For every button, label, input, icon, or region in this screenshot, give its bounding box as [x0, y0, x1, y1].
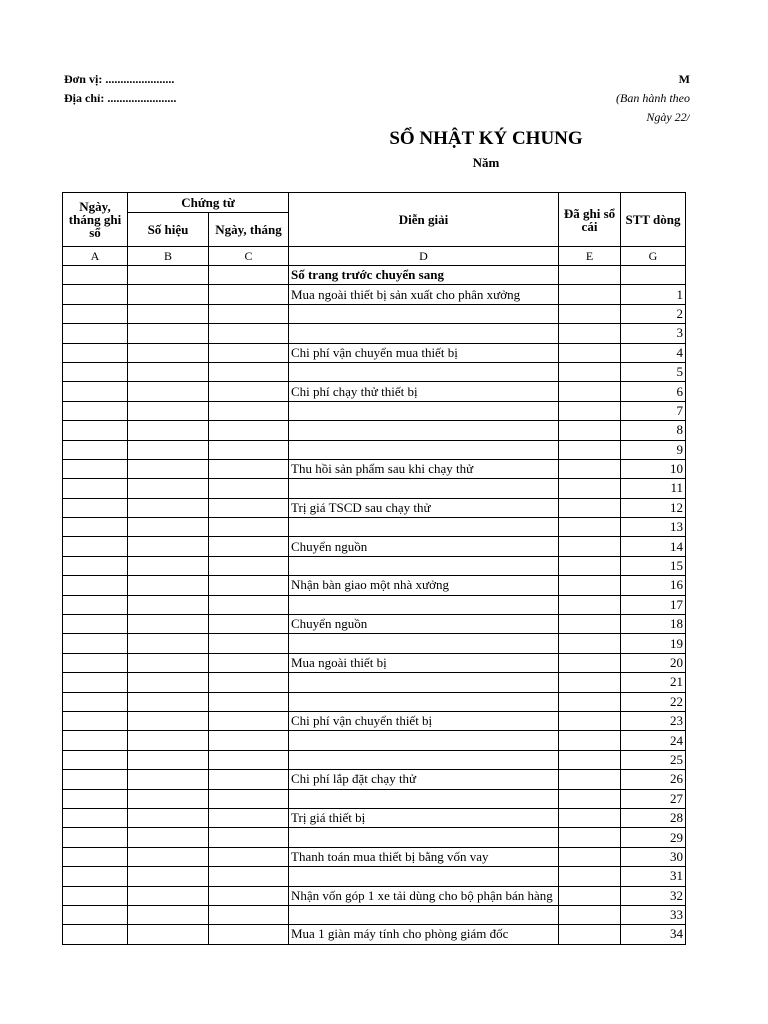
row-line-number: 12 — [621, 498, 686, 517]
row-cell — [128, 576, 209, 595]
row-cell — [128, 343, 209, 362]
row-cell — [209, 828, 289, 847]
row-description — [289, 362, 559, 381]
table-row — [63, 828, 686, 847]
row-cell — [559, 324, 621, 343]
header-description: Diễn giải — [289, 193, 559, 247]
row-cell — [209, 537, 289, 556]
row-description: Mua ngoài thiết bị sản xuất cho phân xưởng — [289, 285, 559, 304]
row-description: Nhận bàn giao một nhà xưởng — [289, 576, 559, 595]
column-letter: E — [559, 247, 621, 266]
row-cell — [128, 440, 209, 459]
row-line-number: 16 — [621, 576, 686, 595]
row-cell — [209, 692, 289, 711]
row-cell — [128, 537, 209, 556]
row-cell — [209, 750, 289, 769]
row-line-number: 19 — [621, 634, 686, 653]
form-code — [490, 72, 690, 88]
row-description — [289, 905, 559, 924]
row-cell — [128, 770, 209, 789]
row-cell — [63, 808, 128, 827]
row-cell — [559, 886, 621, 905]
row-line-number: 7 — [621, 401, 686, 420]
row-cell — [63, 498, 128, 517]
unit-label: Đơn vị: ....................... — [64, 72, 175, 86]
row-line-number: 27 — [621, 789, 686, 808]
page-title: SỔ NHẬT KÝ CHUNG — [389, 128, 583, 149]
row-line-number: 4 — [621, 343, 686, 362]
row-cell — [63, 711, 128, 730]
row-cell — [128, 886, 209, 905]
row-cell — [559, 576, 621, 595]
row-description: Mua 1 giàn máy tính cho phòng giám đốc — [289, 925, 559, 944]
row-line-number: 3 — [621, 324, 686, 343]
table-row — [63, 576, 686, 595]
row-cell — [209, 867, 289, 886]
row-cell — [209, 886, 289, 905]
table-row — [63, 711, 686, 730]
row-cell — [559, 847, 621, 866]
row-cell — [63, 770, 128, 789]
row-cell — [63, 285, 128, 304]
row-description — [289, 556, 559, 575]
row-cell — [209, 789, 289, 808]
row-cell — [559, 285, 621, 304]
row-cell — [128, 867, 209, 886]
row-cell — [559, 421, 621, 440]
row-cell — [63, 362, 128, 381]
row-line-number: 31 — [621, 867, 686, 886]
row-description — [289, 673, 559, 692]
row-description — [289, 518, 559, 537]
row-line-number: 34 — [621, 925, 686, 944]
row-description: Trị giá thiết bị — [289, 808, 559, 827]
table-row — [63, 692, 686, 711]
table-row — [63, 421, 686, 440]
row-cell — [559, 498, 621, 517]
table-row — [63, 304, 686, 323]
date-note-text: Ngày 22/ — [646, 110, 690, 124]
table-row — [63, 808, 686, 827]
row-cell — [209, 285, 289, 304]
row-line-number: 21 — [621, 673, 686, 692]
row-cell — [209, 343, 289, 362]
carry-forward-label: Số trang trước chuyển sang — [289, 266, 559, 285]
row-cell — [559, 556, 621, 575]
table-row — [63, 653, 686, 672]
carry-forward-row — [63, 266, 686, 285]
row-line-number: 30 — [621, 847, 686, 866]
row-cell — [63, 518, 128, 537]
row-cell — [63, 886, 128, 905]
row-cell — [209, 304, 289, 323]
row-line-number: 33 — [621, 905, 686, 924]
row-cell — [559, 479, 621, 498]
row-description — [289, 401, 559, 420]
header-date: Ngày, tháng ghi sổ — [63, 193, 128, 247]
row-cell — [559, 401, 621, 420]
row-line-number: 6 — [621, 382, 686, 401]
row-description — [289, 789, 559, 808]
row-description: Thu hồi sản phẩm sau khi chạy thử — [289, 459, 559, 478]
row-cell — [128, 595, 209, 614]
row-cell — [559, 634, 621, 653]
table-row — [63, 362, 686, 381]
row-cell — [559, 731, 621, 750]
column-letter: A — [63, 247, 128, 266]
row-line-number: 15 — [621, 556, 686, 575]
row-cell — [209, 401, 289, 420]
header-voucher-date: Ngày, tháng — [209, 213, 289, 247]
row-line-number: 13 — [621, 518, 686, 537]
header-voucher-no: Số hiệu — [128, 213, 209, 247]
table-row — [63, 401, 686, 420]
table-row — [63, 343, 686, 362]
row-cell — [63, 615, 128, 634]
row-cell — [209, 770, 289, 789]
row-cell — [63, 440, 128, 459]
row-description — [289, 692, 559, 711]
row-cell — [63, 556, 128, 575]
header-voucher: Chứng từ — [128, 193, 289, 213]
row-cell — [209, 362, 289, 381]
row-cell — [63, 324, 128, 343]
row-cell — [209, 731, 289, 750]
table-row — [63, 556, 686, 575]
form-code-text: M — [678, 72, 690, 86]
row-description — [289, 440, 559, 459]
row-description: Chi phí chạy thử thiết bị — [289, 382, 559, 401]
row-cell — [128, 518, 209, 537]
row-cell — [209, 518, 289, 537]
row-cell — [63, 537, 128, 556]
row-cell — [209, 711, 289, 730]
row-cell — [63, 731, 128, 750]
row-cell — [559, 905, 621, 924]
row-cell — [63, 576, 128, 595]
table-row — [63, 382, 686, 401]
column-letter: G — [621, 247, 686, 266]
row-line-number: 32 — [621, 886, 686, 905]
table-row — [63, 750, 686, 769]
row-cell — [209, 673, 289, 692]
row-cell — [559, 304, 621, 323]
row-cell — [128, 750, 209, 769]
row-cell — [559, 750, 621, 769]
row-description — [289, 634, 559, 653]
row-cell — [559, 925, 621, 944]
row-cell — [63, 421, 128, 440]
row-cell — [209, 847, 289, 866]
row-cell — [209, 905, 289, 924]
column-letter: D — [289, 247, 559, 266]
row-cell — [63, 692, 128, 711]
row-cell — [63, 595, 128, 614]
row-cell — [63, 925, 128, 944]
row-description: Chi phí vận chuyển thiết bị — [289, 711, 559, 730]
row-cell — [559, 459, 621, 478]
row-description — [289, 479, 559, 498]
row-cell — [559, 653, 621, 672]
row-cell — [63, 828, 128, 847]
table-row — [63, 673, 686, 692]
row-cell — [209, 421, 289, 440]
row-cell — [63, 401, 128, 420]
row-description: Chuyển nguồn — [289, 537, 559, 556]
row-line-number: 28 — [621, 808, 686, 827]
table-row — [63, 905, 686, 924]
row-cell — [63, 847, 128, 866]
table-row — [63, 867, 686, 886]
row-cell — [559, 770, 621, 789]
row-description — [289, 750, 559, 769]
row-cell — [128, 905, 209, 924]
row-cell — [209, 925, 289, 944]
row-cell — [128, 673, 209, 692]
row-line-number: 10 — [621, 459, 686, 478]
row-cell — [63, 343, 128, 362]
row-line-number: 22 — [621, 692, 686, 711]
row-cell — [559, 440, 621, 459]
row-cell — [128, 925, 209, 944]
row-cell — [559, 362, 621, 381]
row-description — [289, 595, 559, 614]
row-line-number: 26 — [621, 770, 686, 789]
row-cell — [559, 343, 621, 362]
row-line-number: 29 — [621, 828, 686, 847]
row-cell — [559, 711, 621, 730]
row-line-number: 8 — [621, 421, 686, 440]
row-cell — [128, 459, 209, 478]
row-cell — [209, 459, 289, 478]
table-row — [63, 537, 686, 556]
row-cell — [63, 789, 128, 808]
row-cell — [559, 867, 621, 886]
table-row — [63, 518, 686, 537]
table-row — [63, 634, 686, 653]
row-description — [289, 828, 559, 847]
row-cell — [128, 479, 209, 498]
date-note — [490, 110, 690, 126]
column-letter: B — [128, 247, 209, 266]
row-cell — [559, 789, 621, 808]
row-cell — [559, 673, 621, 692]
row-cell — [209, 324, 289, 343]
row-cell — [63, 750, 128, 769]
row-cell — [559, 537, 621, 556]
row-description — [289, 324, 559, 343]
row-description: Nhận vốn góp 1 xe tải dùng cho bộ phận bán hàng — [289, 886, 559, 905]
address-label: Địa chỉ: ....................... — [64, 91, 177, 105]
row-cell — [128, 634, 209, 653]
row-cell — [209, 440, 289, 459]
row-line-number: 17 — [621, 595, 686, 614]
table-row — [63, 440, 686, 459]
column-letter: C — [209, 247, 289, 266]
row-line-number: 18 — [621, 615, 686, 634]
row-cell — [63, 479, 128, 498]
journal-rows — [63, 285, 686, 944]
year-label: Năm — [472, 155, 500, 170]
row-cell — [209, 653, 289, 672]
row-cell — [128, 382, 209, 401]
row-cell — [63, 653, 128, 672]
row-cell — [63, 634, 128, 653]
row-cell — [209, 808, 289, 827]
header-line-no: STT dòng — [621, 193, 686, 247]
issued-note — [490, 91, 690, 107]
row-line-number: 5 — [621, 362, 686, 381]
row-cell — [63, 382, 128, 401]
row-description — [289, 867, 559, 886]
table-row — [63, 479, 686, 498]
row-line-number: 9 — [621, 440, 686, 459]
row-cell — [209, 634, 289, 653]
row-cell — [559, 615, 621, 634]
row-cell — [209, 498, 289, 517]
row-cell — [63, 905, 128, 924]
row-cell — [559, 828, 621, 847]
row-cell — [209, 382, 289, 401]
row-cell — [209, 615, 289, 634]
row-description: Trị giá TSCD sau chạy thử — [289, 498, 559, 517]
table-row — [63, 731, 686, 750]
row-cell — [559, 595, 621, 614]
row-cell — [128, 421, 209, 440]
row-description: Chi phí lắp đặt chạy thử — [289, 770, 559, 789]
row-description — [289, 421, 559, 440]
table-row — [63, 847, 686, 866]
journal-table — [62, 192, 686, 945]
row-cell — [128, 692, 209, 711]
row-cell — [128, 808, 209, 827]
row-cell — [128, 556, 209, 575]
table-row — [63, 459, 686, 478]
table-row — [63, 886, 686, 905]
table-row — [63, 498, 686, 517]
row-cell — [209, 556, 289, 575]
table-row — [63, 324, 686, 343]
row-cell — [559, 808, 621, 827]
row-cell — [128, 828, 209, 847]
row-cell — [128, 324, 209, 343]
row-line-number: 14 — [621, 537, 686, 556]
row-cell — [128, 304, 209, 323]
row-cell — [209, 595, 289, 614]
row-cell — [128, 711, 209, 730]
column-letters-row — [63, 247, 686, 266]
table-row — [63, 770, 686, 789]
row-cell — [128, 285, 209, 304]
row-cell — [128, 615, 209, 634]
row-line-number: 11 — [621, 479, 686, 498]
row-description: Chi phí vận chuyển mua thiết bị — [289, 343, 559, 362]
row-cell — [128, 789, 209, 808]
row-cell — [209, 479, 289, 498]
row-description: Thanh toán mua thiết bị bằng vốn vay — [289, 847, 559, 866]
table-row — [63, 925, 686, 944]
row-line-number: 23 — [621, 711, 686, 730]
row-cell — [63, 459, 128, 478]
row-description — [289, 304, 559, 323]
row-line-number: 25 — [621, 750, 686, 769]
row-line-number: 2 — [621, 304, 686, 323]
row-cell — [128, 401, 209, 420]
row-cell — [128, 362, 209, 381]
row-line-number: 1 — [621, 285, 686, 304]
row-cell — [128, 653, 209, 672]
row-description: Mua ngoài thiết bị — [289, 653, 559, 672]
table-row — [63, 285, 686, 304]
row-description — [289, 731, 559, 750]
table-row — [63, 615, 686, 634]
issued-note-text: (Ban hành theo — [616, 91, 690, 105]
row-cell — [128, 731, 209, 750]
row-cell — [128, 847, 209, 866]
row-line-number: 20 — [621, 653, 686, 672]
row-cell — [209, 576, 289, 595]
row-cell — [559, 518, 621, 537]
row-cell — [63, 867, 128, 886]
table-row — [63, 595, 686, 614]
row-cell — [128, 498, 209, 517]
row-line-number: 24 — [621, 731, 686, 750]
row-description: Chuyển nguồn — [289, 615, 559, 634]
header-posted: Đã ghi sổ cái — [559, 193, 621, 247]
row-cell — [559, 692, 621, 711]
row-cell — [63, 304, 128, 323]
row-cell — [559, 382, 621, 401]
table-row — [63, 789, 686, 808]
row-cell — [63, 673, 128, 692]
